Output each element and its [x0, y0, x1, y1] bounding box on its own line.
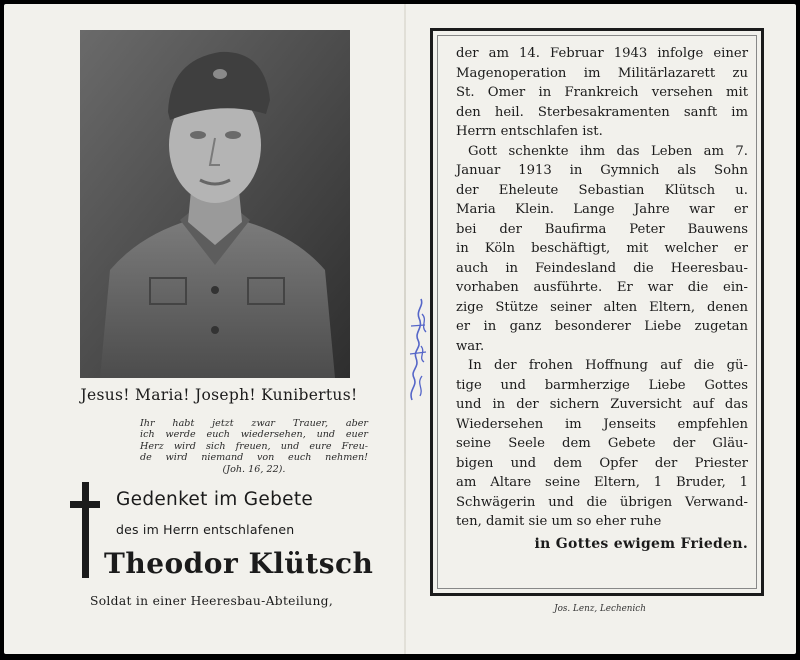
prayer-title: Gedenket im Gebete — [116, 489, 314, 510]
soldier-portrait-photo — [80, 30, 350, 378]
obituary-line: Gott schenkte ihm das Leben am 7. — [468, 143, 748, 159]
obituary-line: St. Omer in Frankreich versehen mit — [456, 85, 748, 100]
obituary-line: Wiedersehen im Jenseits empfehlen — [456, 416, 748, 432]
verse-line: Herz wird sich freuen, und eure Freu- — [140, 440, 368, 452]
deceased-rank: Soldat in einer Heeresbau-Abteilung, — [90, 594, 334, 608]
cross-icon — [70, 482, 100, 578]
obituary-line: bigen und dem Opfer der Priester — [456, 455, 748, 471]
obituary-line: der am 14. Februar 1943 infolge einer — [456, 46, 748, 61]
printer-imprint: Jos. Lenz, Lechenich — [554, 604, 646, 614]
verse-line: Ihr habt jetzt zwar Trauer, aber — [140, 418, 368, 429]
obituary-line: am Altare seine Eltern, 1 Bruder, 1 — [456, 475, 748, 490]
verse-line: de wird niemand von euch nehmen! — [140, 452, 368, 464]
obituary-line: zige Stütze seiner alten Eltern, denen — [456, 299, 748, 315]
obituary-line: Schwägerin und die übrigen Verwand- — [456, 494, 748, 510]
obituary-line: er in ganz besonderer Liebe zugetan — [456, 319, 748, 334]
obituary-line: der Eheleute Sebastian Klütsch u. — [456, 182, 748, 198]
obituary-line: In der frohen Hoffnung auf die gü- — [468, 358, 748, 373]
obituary-line: den heil. Sterbesakramenten sanft im — [456, 104, 748, 120]
verse-reference: (Joh. 16, 22). — [222, 463, 286, 475]
obituary-line: und in der sichern Zuversicht auf das — [456, 397, 748, 412]
obituary-line: war. — [456, 338, 485, 354]
obituary-line: seine Seele dem Gebete der Gläu- — [456, 436, 748, 451]
obituary-line: ten, damit sie um so eher ruhe — [456, 514, 662, 529]
obituary-text — [456, 44, 748, 532]
obituary-line: tige und barmherzige Liebe Gottes — [456, 377, 748, 393]
invocation-line: Jesus! Maria! Joseph! Kunibertus! — [80, 386, 358, 404]
obituary-line: Januar 1913 in Gymnich als Sohn — [456, 163, 748, 178]
verse-line: ich werde euch wiedersehen, und euer — [140, 429, 368, 441]
handwritten-note — [404, 296, 432, 404]
deceased-name: Theodor Klütsch — [104, 547, 374, 580]
obituary-line: Maria Klein. Lange Jahre war er — [456, 202, 748, 217]
obituary-line: vorhaben ausführte. Er war die ein- — [456, 280, 748, 295]
obituary-line: Magenoperation im Militärlazarett zu — [456, 65, 748, 81]
closing-line: in Gottes ewigem Frieden. — [534, 536, 748, 552]
obituary-line: Herrn entschlafen ist. — [456, 124, 603, 139]
obituary-line: bei der Baufirma Peter Bauwens — [456, 221, 748, 237]
prayer-subtitle: des im Herrn entschlafenen — [116, 522, 295, 537]
obituary-line: in Köln beschäftigt, mit welcher er — [456, 241, 748, 256]
bible-verse — [140, 418, 368, 475]
obituary-line: auch in Feindesland die Heeresbau- — [456, 260, 748, 276]
